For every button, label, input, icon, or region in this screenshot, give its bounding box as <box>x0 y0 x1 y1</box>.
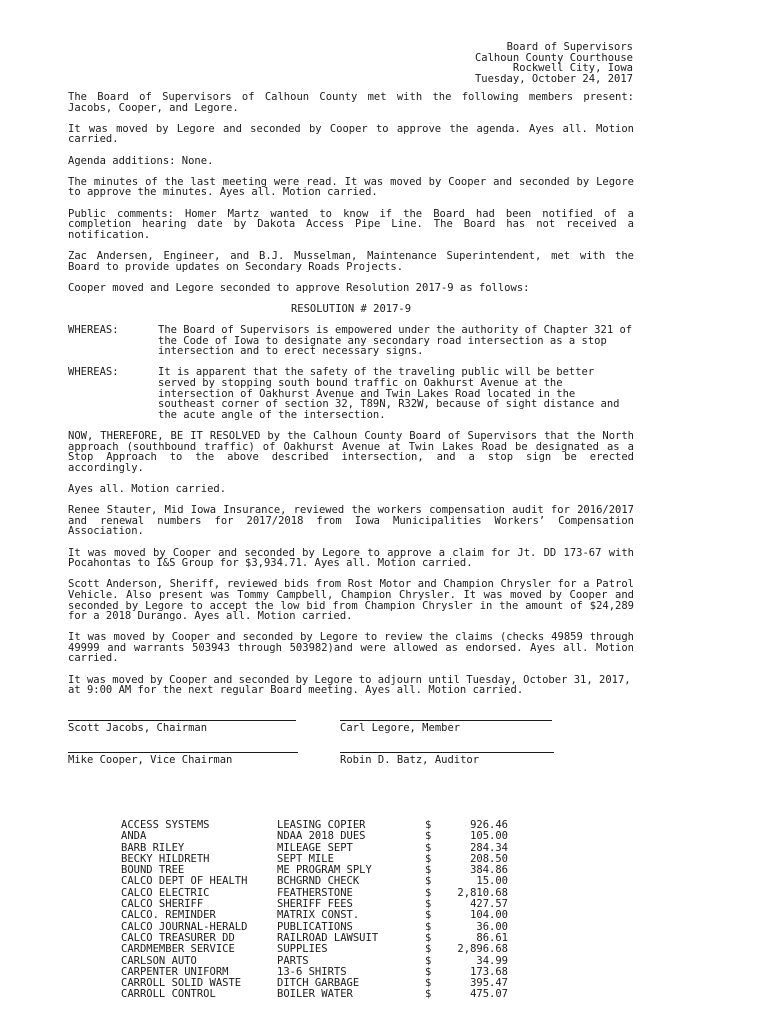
claim-vendor: BARB RILEY <box>121 841 185 854</box>
claim-amount: 208.50 <box>470 852 508 865</box>
claim-amount: 395.47 <box>470 977 508 990</box>
claim-amount: 475.07 <box>470 988 508 1001</box>
claim-vendor: CALCO. REMINDER <box>121 909 216 922</box>
claim-amount: 36.00 <box>476 920 508 933</box>
claim-amount: 2,810.68 <box>457 886 508 899</box>
claim-vendor: CARDMEMBER SERVICE <box>121 943 235 956</box>
claims-list <box>121 820 521 1001</box>
signature-line <box>340 752 554 753</box>
claim-description: FEATHERSTONE <box>277 886 353 899</box>
paragraph-adjourn: It was moved by Cooper and seconded by Legore to adjourn until Tuesday, October 31, 2017, at 9:00 AM for the next regular Board meeting. Ayes all. Motion carried. <box>68 673 631 697</box>
whereas-label: WHEREAS: <box>68 324 119 337</box>
paragraph-agenda-additions: Agenda additions: None. <box>68 154 214 167</box>
claim-description: PUBLICATIONS <box>277 920 353 933</box>
claim-currency: $ <box>425 943 432 956</box>
claim-vendor: CALCO TREASURER DD <box>121 931 235 944</box>
claim-amount: 34.99 <box>476 954 508 967</box>
claim-description: SUPPLIES <box>277 943 328 956</box>
claim-amount: 926.46 <box>470 819 508 831</box>
claim-row <box>121 910 521 921</box>
whereas-clause-2 <box>68 367 634 420</box>
claim-vendor: BOUND TREE <box>121 864 185 877</box>
claim-amount: 427.57 <box>470 898 508 911</box>
claim-description: RAILROAD LAWSUIT <box>277 931 379 944</box>
claim-vendor: CARLSON AUTO <box>121 954 197 967</box>
claim-currency: $ <box>425 931 432 944</box>
claim-amount: 384.86 <box>470 864 508 877</box>
claim-description: NDAA 2018 DUES <box>277 830 366 843</box>
paragraph-claims: It was moved by Cooper and seconded by Legore to review the claims (checks 49859 through 49999 and warrants 503943 through 503982)and were allowed as endorsed. Ayes all. Motion carried. <box>68 631 634 665</box>
paragraph-patrol-vehicle: Scott Anderson, Sheriff, reviewed bids from Rost Motor and Champion Chrysler for a Patrol Vehicle. Also present was Tommy Campbell, Champion Chrysler. It was moved by Cooper and seconded by Legore to accept the low bid from Champion Chrysler in the amount of $24,289 for a 2018 Durango. Ayes all. Motion carried. <box>68 578 634 623</box>
signature-name: Carl Legore, Member <box>340 722 461 734</box>
whereas-label: WHEREAS: <box>68 366 119 379</box>
signature-line <box>340 720 552 721</box>
claim-currency: $ <box>425 988 432 1001</box>
claim-currency: $ <box>425 886 432 899</box>
claim-currency: $ <box>425 954 432 967</box>
claim-vendor: BECKY HILDRETH <box>121 852 210 865</box>
claim-description: BCHGRND CHECK <box>277 875 360 888</box>
paragraph-resolved: NOW, THEREFORE, BE IT RESOLVED by the Calhoun County Board of Supervisors that the North approach (southbound traffic) of Oakhurst Avenue at Twin Lakes Road be designated as a Stop Approach to the above described intersection, and a stop sign be erected accordingly. <box>68 430 634 474</box>
resolution-title: RESOLUTION # 2017-9 <box>290 302 412 315</box>
claim-row <box>121 831 521 842</box>
signature-line <box>68 720 296 721</box>
header-location: Rockwell City, Iowa <box>512 62 633 75</box>
claim-description: MATRIX CONST. <box>277 909 360 922</box>
signature-chairman <box>68 720 296 734</box>
claim-currency: $ <box>425 852 432 865</box>
paragraph-public-comments: Public comments: Homer Martz wanted to know if the Board had been notified of a completion hearing date by Dakota Access Pipe Line. The Board has not received a notification. <box>68 207 634 241</box>
claim-currency: $ <box>425 909 432 922</box>
claim-currency: $ <box>425 864 432 877</box>
claim-currency: $ <box>425 875 432 888</box>
claim-vendor: ANDA <box>121 830 147 843</box>
claim-amount: 104.00 <box>470 909 508 922</box>
signature-auditor <box>340 752 554 766</box>
header-date: Tuesday, October 24, 2017 <box>474 72 633 85</box>
claim-amount: 2,896.68 <box>457 943 508 956</box>
claim-description: ME PROGRAM SPLY <box>277 864 372 877</box>
claim-description: PARTS <box>277 954 309 967</box>
claim-row <box>121 989 521 1000</box>
signature-vice-chairman <box>68 752 298 766</box>
minutes-body <box>68 92 634 706</box>
claim-currency: $ <box>425 965 432 978</box>
signature-name: Scott Jacobs, Chairman <box>68 722 208 734</box>
claim-row <box>121 944 521 955</box>
claim-description: SEPT MILE <box>277 852 334 865</box>
claim-vendor: ACCESS SYSTEMS <box>121 819 210 831</box>
signature-line <box>68 752 298 753</box>
claim-amount: 15.00 <box>476 875 508 888</box>
paragraph-drainage-claim: It was moved by Cooper and seconded by Legore to approve a claim for Jt. DD 173-67 with Pocahontas to I&S Group for $3,934.71. Ayes all. Motion carried. <box>68 546 634 570</box>
header-courthouse: Calhoun County Courthouse <box>474 51 633 64</box>
document-header <box>430 42 633 84</box>
claim-description: DITCH GARBAGE <box>277 977 360 990</box>
claim-currency: $ <box>425 819 432 831</box>
paragraph-minutes: The minutes of the last meeting were read. It was moved by Cooper and seconded by Legore to approve the minutes. Ayes all. Motion carried. <box>68 175 634 199</box>
claim-amount: 173.68 <box>470 965 508 978</box>
claim-vendor: CARROLL CONTROL <box>121 988 216 1001</box>
signature-member <box>340 720 552 734</box>
claim-vendor: CALCO ELECTRIC <box>121 886 210 899</box>
paragraph-resolution-motion: Cooper moved and Legore seconded to approve Resolution 2017-9 as follows: <box>68 281 530 294</box>
paragraph-secondary-roads: Zac Andersen, Engineer, and B.J. Musselman, Maintenance Superintendent, met with the Board to provide updates on Secondary Roads Projects. <box>68 249 634 273</box>
paragraph-agenda: It was moved by Legore and seconded by Cooper to approve the agenda. Ayes all. Motion carried. <box>68 122 634 146</box>
claim-currency: $ <box>425 898 432 911</box>
claim-amount: 86.61 <box>476 931 508 944</box>
signature-name: Robin D. Batz, Auditor <box>340 754 480 766</box>
claim-description: 13-6 SHIRTS <box>277 965 347 978</box>
header-board: Board of Supervisors <box>506 41 633 53</box>
claim-vendor: CALCO JOURNAL-HERALD <box>121 920 248 933</box>
claim-currency: $ <box>425 977 432 990</box>
whereas-clause-1 <box>68 325 634 357</box>
paragraph-insurance: Renee Stauter, Mid Iowa Insurance, reviewed the workers compensation audit for 2016/2017 and renewal numbers for 2017/2018 from Iowa Municipalities Workers’ Compensation Association. <box>68 504 634 538</box>
whereas-text: The Board of Supervisors is empowered under the authority of Chapter 321 of the Code of Iowa to designate any secondary road intersection as a stop intersection and to erect necessary signs. <box>158 324 633 358</box>
claim-vendor: CARROLL SOLID WASTE <box>121 977 242 990</box>
claim-description: MILEAGE SEPT <box>277 841 353 854</box>
whereas-text: It is apparent that the safety of the traveling public will be better served by stopping south bound traffic on Oakhurst Avenue at the intersection of Oakhurst Avenue and Twin Lakes Road located in the southeast corner of section 32, T89N, R32W, because of sight distance and the acute angle of the intersection. <box>158 366 620 421</box>
claim-amount: 105.00 <box>470 830 508 843</box>
claim-description: LEASING COPIER <box>277 819 366 831</box>
paragraph-ayes: Ayes all. Motion carried. <box>68 482 227 495</box>
claim-vendor: CALCO DEPT OF HEALTH <box>121 875 248 888</box>
claim-vendor: CARPENTER UNIFORM <box>121 965 229 978</box>
claim-currency: $ <box>425 830 432 843</box>
claim-currency: $ <box>425 841 432 854</box>
paragraph-attendance: The Board of Supervisors of Calhoun County met with the following members present: Jacobs, Cooper, and Legore. <box>68 91 634 114</box>
claim-vendor: CALCO SHERIFF <box>121 898 204 911</box>
claim-description: SHERIFF FEES <box>277 898 353 911</box>
claim-description: BOILER WATER <box>277 988 353 1001</box>
signature-name: Mike Cooper, Vice Chairman <box>68 754 233 766</box>
claim-amount: 284.34 <box>470 841 508 854</box>
claim-currency: $ <box>425 920 432 933</box>
